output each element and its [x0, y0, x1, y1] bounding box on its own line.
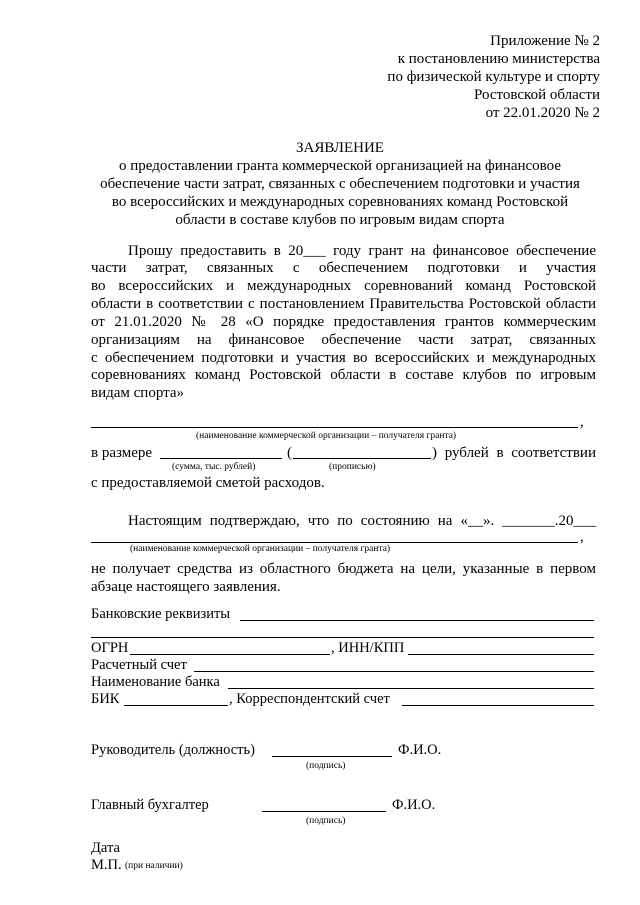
appendix-line: Ростовской области: [474, 87, 600, 103]
paragraph-line: во всероссийских и международных соревнований команд Ростовской: [91, 278, 596, 294]
stamp-label: М.П.: [91, 857, 122, 873]
org-name-field-2[interactable]: [91, 542, 578, 543]
not-received-line: не получает средства из областного бюджета на цели, указанные в первом: [91, 561, 596, 577]
accountant-label: Главный бухгалтер: [91, 797, 209, 813]
appendix-line: по физической культуре и спорту: [387, 69, 600, 85]
paragraph-line: соревнованиях команд Ростовской области в составе клубов по игровым: [91, 367, 596, 383]
comma: ,: [580, 529, 584, 545]
paragraph-line: Прошу предоставить в 20___ году грант на финансовое обеспечение: [128, 243, 596, 259]
inn-kpp-field[interactable]: [408, 654, 594, 655]
confirm-text: Настоящим подтверждаю, что по состоянию на «__». _______.20___: [128, 513, 596, 529]
not-received-line: абзаце настоящего заявления.: [91, 579, 281, 595]
sum-caption: (сумма, тыс. рублей): [172, 462, 256, 472]
account-field[interactable]: [194, 671, 594, 672]
amount-suffix: ) рублей в соответствии: [432, 445, 596, 461]
date-label: Дата: [91, 840, 120, 856]
bank-details-field-2[interactable]: [91, 637, 594, 638]
corr-account-field[interactable]: [402, 705, 594, 706]
paragraph-line: видам спорта»: [91, 385, 185, 401]
amount-words-field[interactable]: [293, 458, 431, 459]
estimate-text: с предоставляемой сметой расходов.: [91, 475, 325, 491]
org-name-field[interactable]: [91, 427, 578, 428]
words-caption: (прописью): [329, 462, 376, 472]
corr-account-label: , Корреспондентский счет: [229, 691, 390, 707]
accountant-signature-field[interactable]: [262, 811, 386, 812]
appendix-line: к постановлению министерства: [397, 51, 600, 67]
title-line: о предоставлении гранта коммерческой организацией на финансовое: [119, 158, 561, 174]
title-line: обеспечение части затрат, связанных с обеспечением подготовки и участия: [100, 176, 580, 192]
paragraph-line: от 21.01.2020 № 28 «О порядке предоставления грантов коммерческим: [91, 314, 596, 330]
signature-caption: (подпись): [306, 816, 346, 826]
paragraph-line: с обеспечением подготовки и участия во всероссийских и международных: [91, 350, 596, 366]
head-signature-field[interactable]: [272, 756, 392, 757]
org-name-caption: (наименование коммерческой организации – получателя гранта): [196, 431, 457, 441]
ogrn-label: ОГРН: [91, 640, 129, 656]
paragraph-line: области в соответствии с постановлением Правительства Ростовской области: [91, 296, 596, 312]
title-heading: ЗАЯВЛЕНИЕ: [296, 140, 384, 156]
ogrn-field[interactable]: [130, 654, 330, 655]
head-fio: Ф.И.О.: [398, 742, 442, 758]
bik-label: БИК: [91, 691, 120, 707]
appendix-date: от 22.01.2020 № 2: [485, 105, 600, 121]
inn-kpp-label: , ИНН/КПП: [331, 640, 405, 656]
appendix-title: Приложение № 2: [490, 33, 600, 49]
open-paren: (: [287, 445, 292, 461]
account-label: Расчетный счет: [91, 657, 187, 673]
org-name-caption-2: (наименование коммерческой организации – получателя гранта): [130, 544, 391, 554]
amount-label: в размере: [91, 445, 153, 461]
comma: ,: [580, 414, 584, 430]
head-label: Руководитель (должность): [91, 742, 255, 758]
stamp-note: (при наличии): [125, 861, 183, 871]
amount-sum-field[interactable]: [160, 458, 282, 459]
accountant-fio: Ф.И.О.: [392, 797, 436, 813]
bank-details-field[interactable]: [240, 620, 594, 621]
title-line: во всероссийских и международных соревнованиях команд Ростовской: [111, 194, 569, 210]
bank-details-label: Банковские реквизиты: [91, 606, 231, 622]
paragraph-line: части затрат, связанных с обеспечением подготовки и участия: [91, 260, 596, 276]
paragraph-line: организациям на финансовое обеспечение части затрат, связанных: [91, 332, 596, 348]
bik-field[interactable]: [124, 705, 228, 706]
bank-name-field[interactable]: [228, 688, 594, 689]
bank-name-label: Наименование банка: [91, 674, 220, 690]
signature-caption: (подпись): [306, 761, 346, 771]
title-line: области в составе клубов по игровым видам спорта: [175, 212, 505, 228]
